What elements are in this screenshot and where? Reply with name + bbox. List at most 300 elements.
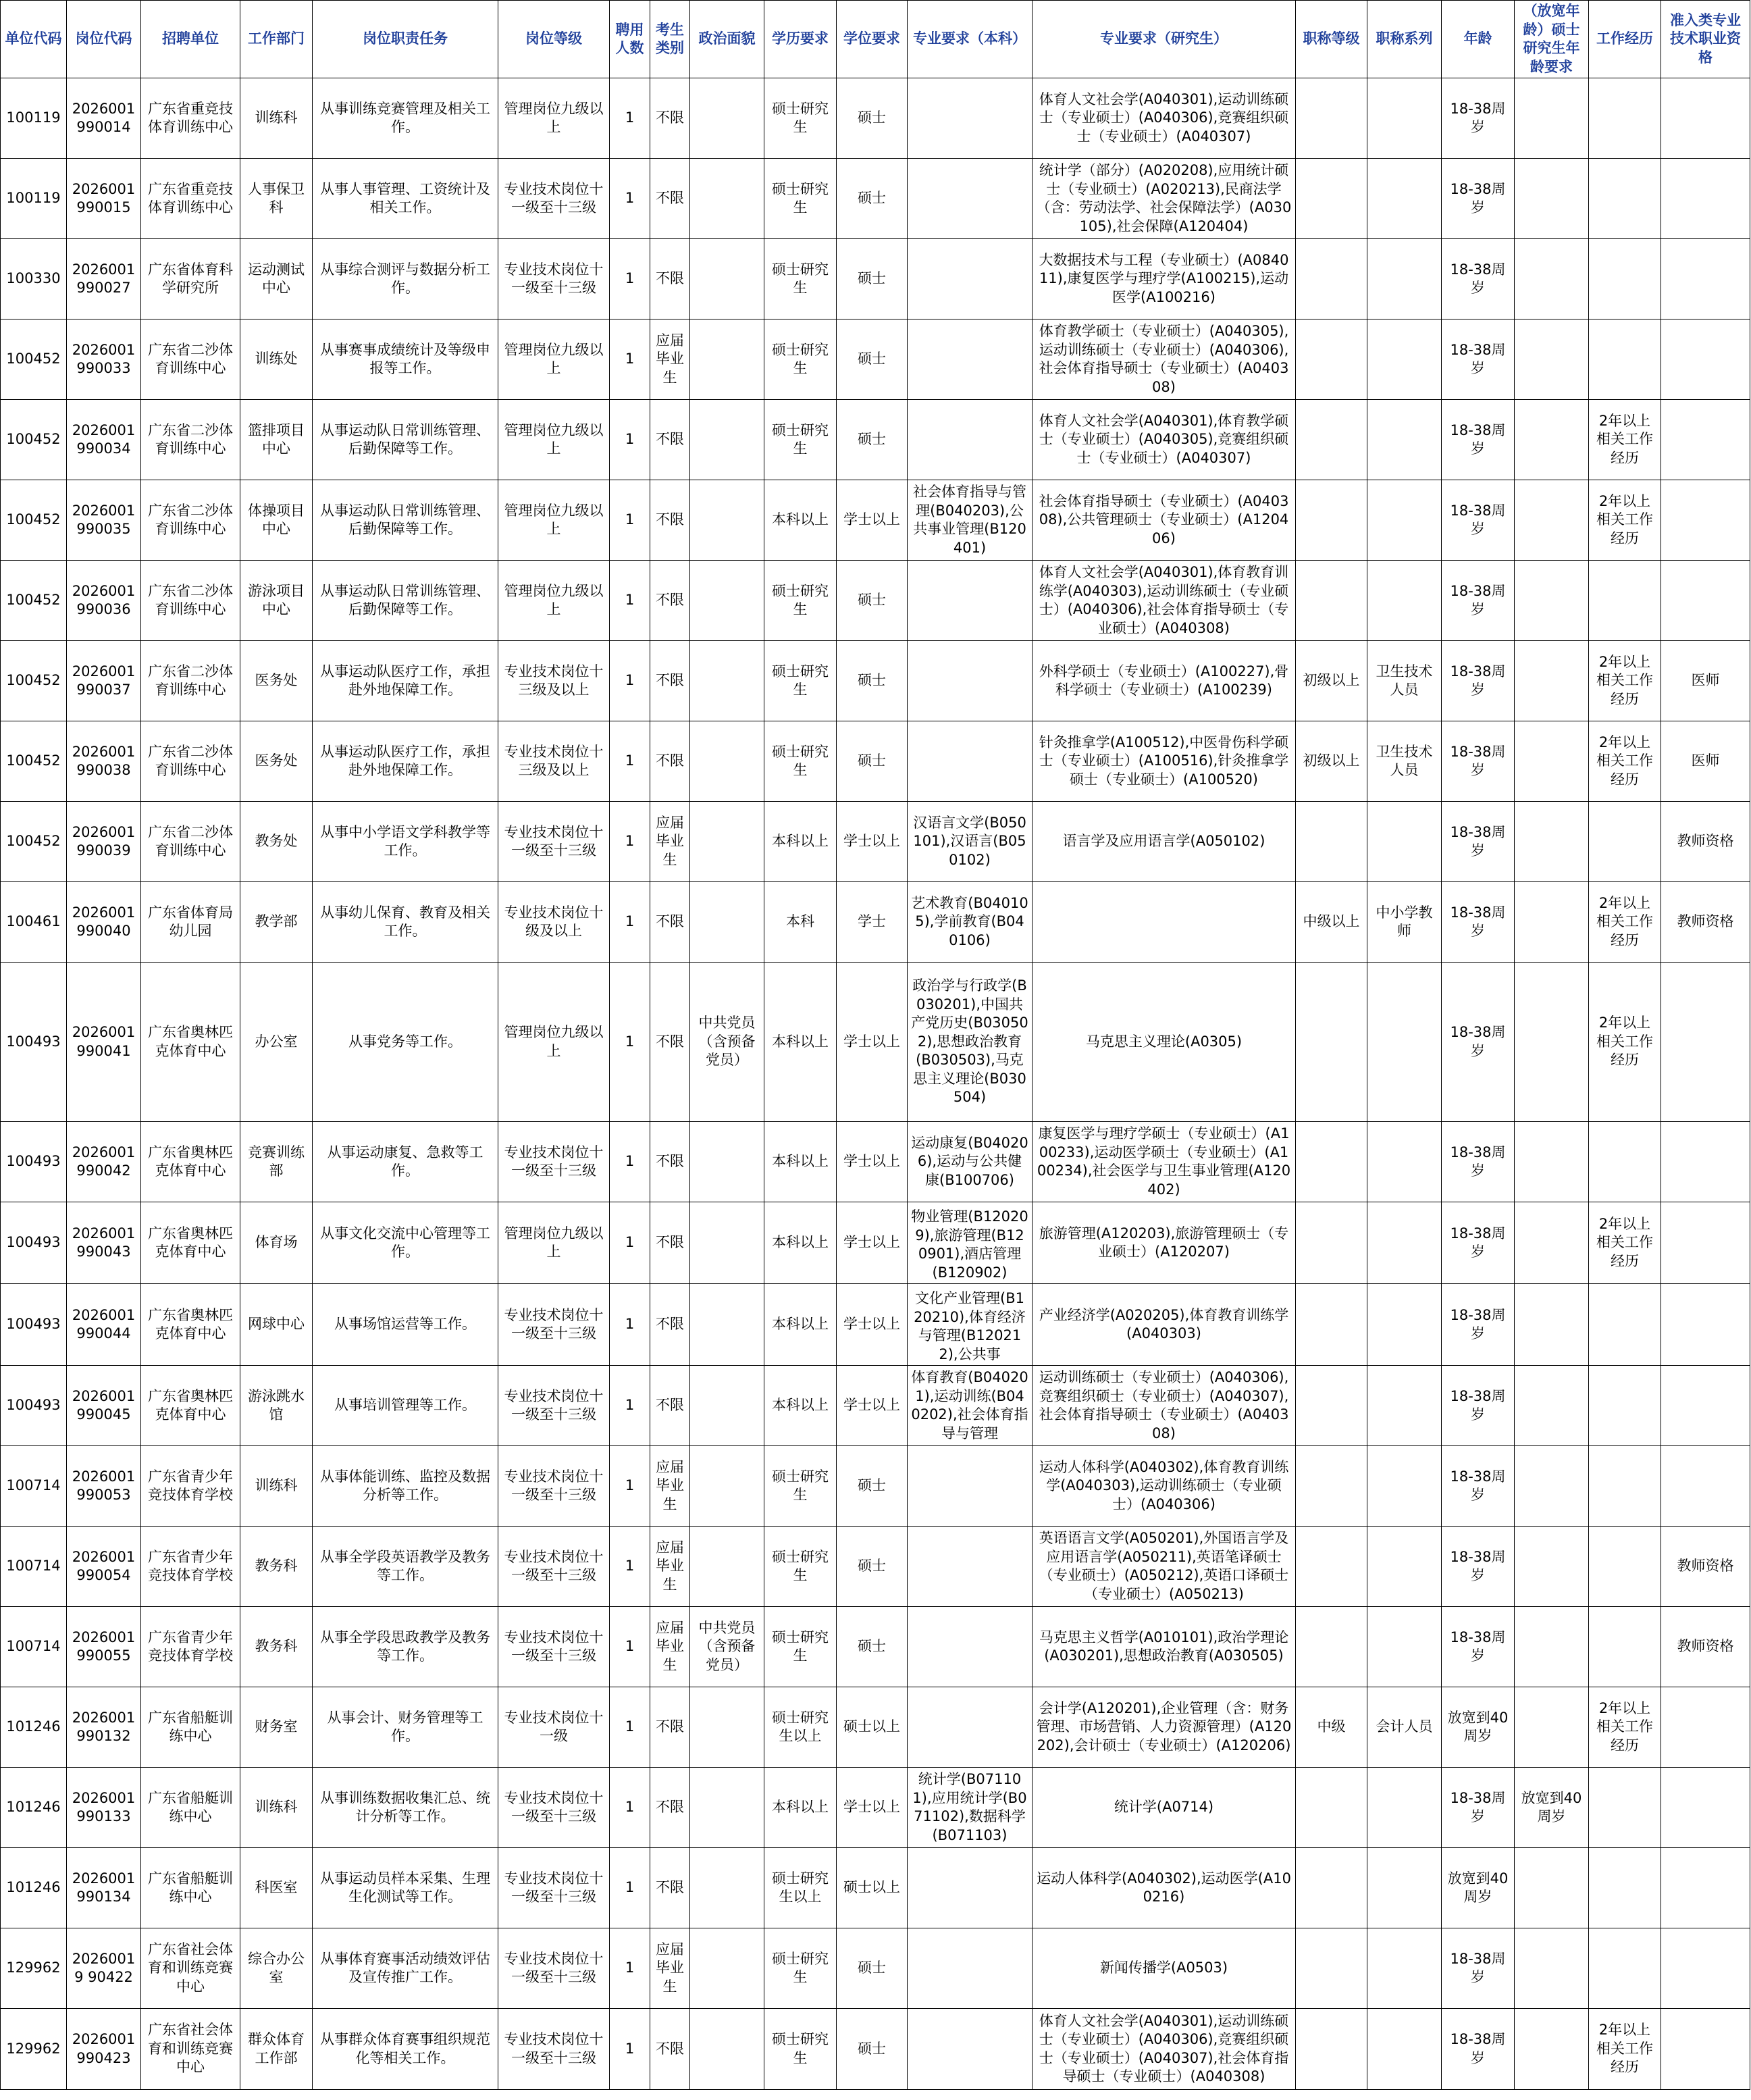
unit-code-cell: 100119 (1, 159, 67, 239)
degree-cell: 学士以上 (837, 1202, 908, 1284)
candidate-type-cell: 不限 (650, 159, 690, 239)
major-undergrad-cell: 物业管理(B120209),旅游管理(B120901),酒店管理(B120902) (908, 1202, 1033, 1284)
major-undergrad-cell (908, 159, 1033, 239)
table-row (1, 1928, 1750, 2009)
qualification-cell (1661, 78, 1750, 159)
post-level-cell: 专业技术岗位十一级 (498, 1687, 610, 1768)
major-undergrad-cell: 艺术教育(B040105),学前教育(B040106) (908, 882, 1033, 963)
major-grad-cell: 运动人体科学(A040302),体育教育训练学(A040303),运动训练硕士（专业硕士）(A040306) (1033, 1446, 1296, 1527)
qualification-cell: 医师 (1661, 721, 1750, 802)
age-cell: 18-38周岁 (1442, 480, 1515, 561)
employer-cell: 广东省体育局幼儿园 (141, 882, 240, 963)
unit-code-cell: 100452 (1, 400, 67, 480)
work-experience-cell (1589, 802, 1661, 882)
title-series-cell: 中小学教师 (1367, 882, 1442, 963)
education-cell: 本科 (764, 882, 837, 963)
age-cell: 放宽到40周岁 (1442, 1687, 1515, 1768)
title-series-cell (1367, 319, 1442, 400)
age-relaxed-cell (1515, 1446, 1589, 1527)
candidate-type-cell: 不限 (650, 721, 690, 802)
duties-cell: 从事运动队日常训练管理、后勤保障等工作。 (313, 561, 498, 641)
department-cell: 教务处 (240, 802, 313, 882)
work-experience-cell: 2年以上相关工作经历 (1589, 882, 1661, 963)
education-cell: 本科以上 (764, 1284, 837, 1366)
major-grad-cell: 针灸推拿学(A100512),中医骨伤科学硕士（专业硕士）(A100516),针灸推拿学硕士（专业硕士）(A100520) (1033, 721, 1296, 802)
qualification-cell (1661, 1928, 1750, 2009)
major-undergrad-cell (908, 561, 1033, 641)
degree-cell: 硕士 (837, 561, 908, 641)
age-cell: 放宽到40周岁 (1442, 1848, 1515, 1928)
employer-cell: 广东省二沙体育训练中心 (141, 480, 240, 561)
post-code-cell: 2026001990041 (67, 963, 141, 1122)
degree-cell: 硕士 (837, 400, 908, 480)
education-cell: 硕士研究生 (764, 159, 837, 239)
education-cell: 本科以上 (764, 1768, 837, 1848)
post-level-cell: 专业技术岗位十一级至十三级 (498, 1366, 610, 1446)
major-undergrad-cell (908, 2009, 1033, 2090)
major-grad-cell: 体育人文社会学(A040301),运动训练硕士（专业硕士）(A040306),竞赛组织硕士（专业硕士）(A040307),社会体育指导硕士（专业硕士）(A040308) (1033, 2009, 1296, 2090)
post-level-cell: 管理岗位九级以上 (498, 319, 610, 400)
degree-cell: 硕士 (837, 1527, 908, 1607)
post-level-cell: 专业技术岗位十一级至十三级 (498, 802, 610, 882)
headcount-cell: 1 (610, 1928, 650, 2009)
major-grad-cell: 统计学(A0714) (1033, 1768, 1296, 1848)
duties-cell: 从事会计、财务管理等工作。 (313, 1687, 498, 1768)
duties-cell: 从事全学段英语教学及教务等工作。 (313, 1527, 498, 1607)
major-undergrad-cell (908, 239, 1033, 319)
age-relaxed-cell (1515, 480, 1589, 561)
title-level-cell (1296, 1122, 1367, 1202)
post-code-cell: 2026001990054 (67, 1527, 141, 1607)
department-cell: 群众体育工作部 (240, 2009, 313, 2090)
major-grad-cell: 运动训练硕士（专业硕士）(A040306),竞赛组织硕士（专业硕士）(A040307),社会体育指导硕士（专业硕士）(A040308) (1033, 1366, 1296, 1446)
headcount-cell: 1 (610, 1446, 650, 1527)
col-header-candidate-type: 考生类别 (650, 1, 690, 78)
title-series-cell (1367, 1446, 1442, 1527)
post-level-cell: 专业技术岗位十一级至十三级 (498, 1446, 610, 1527)
employer-cell: 广东省体育科学研究所 (141, 239, 240, 319)
qualification-cell (1661, 400, 1750, 480)
work-experience-cell (1589, 239, 1661, 319)
duties-cell: 从事体育赛事活动绩效评估及宣传推广工作。 (313, 1928, 498, 2009)
department-cell: 训练科 (240, 1768, 313, 1848)
duties-cell: 从事文化交流中心管理等工作。 (313, 1202, 498, 1284)
age-cell: 18-38周岁 (1442, 400, 1515, 480)
education-cell: 本科以上 (764, 802, 837, 882)
unit-code-cell: 101246 (1, 1687, 67, 1768)
education-cell: 硕士研究生 (764, 1446, 837, 1527)
table-row (1, 1284, 1750, 1366)
work-experience-cell: 2年以上相关工作经历 (1589, 1687, 1661, 1768)
political-status-cell (690, 2009, 764, 2090)
political-status-cell (690, 1687, 764, 1768)
post-code-cell: 2026001990132 (67, 1687, 141, 1768)
post-level-cell: 专业技术岗位十一级至十三级 (498, 1284, 610, 1366)
age-relaxed-cell (1515, 1527, 1589, 1607)
duties-cell: 从事群众体育赛事组织规范化等相关工作。 (313, 2009, 498, 2090)
headcount-cell: 1 (610, 561, 650, 641)
title-series-cell (1367, 561, 1442, 641)
unit-code-cell: 101246 (1, 1768, 67, 1848)
post-code-cell: 2026001990039 (67, 802, 141, 882)
headcount-cell: 1 (610, 1366, 650, 1446)
major-undergrad-cell: 汉语言文学(B050101),汉语言(B050102) (908, 802, 1033, 882)
table-row (1, 1446, 1750, 1527)
post-code-cell: 2026001990034 (67, 400, 141, 480)
education-cell: 硕士研究生 (764, 561, 837, 641)
employer-cell: 广东省重竞技体育训练中心 (141, 159, 240, 239)
degree-cell: 硕士以上 (837, 1848, 908, 1928)
degree-cell: 硕士 (837, 721, 908, 802)
degree-cell: 学士 (837, 882, 908, 963)
post-level-cell: 管理岗位九级以上 (498, 1202, 610, 1284)
unit-code-cell: 129962 (1, 2009, 67, 2090)
col-header-employer: 招聘单位 (141, 1, 240, 78)
qualification-cell (1661, 1122, 1750, 1202)
duties-cell: 从事运动队医疗工作，承担赴外地保障工作。 (313, 721, 498, 802)
title-series-cell (1367, 1122, 1442, 1202)
candidate-type-cell: 应届毕业生 (650, 1928, 690, 2009)
employer-cell: 广东省二沙体育训练中心 (141, 641, 240, 721)
post-level-cell: 专业技术岗位十一级至十三级 (498, 239, 610, 319)
work-experience-cell: 2年以上相关工作经历 (1589, 480, 1661, 561)
title-level-cell (1296, 1366, 1367, 1446)
headcount-cell: 1 (610, 882, 650, 963)
headcount-cell: 1 (610, 1202, 650, 1284)
department-cell: 竞赛训练部 (240, 1122, 313, 1202)
employer-cell: 广东省二沙体育训练中心 (141, 319, 240, 400)
major-undergrad-cell: 政治学与行政学(B030201),中国共产党历史(B030502),思想政治教育(B030503),马克思主义理论(B030504) (908, 963, 1033, 1122)
candidate-type-cell: 不限 (650, 561, 690, 641)
age-relaxed-cell (1515, 1848, 1589, 1928)
department-cell: 财务室 (240, 1687, 313, 1768)
major-undergrad-cell: 统计学(B071101),应用统计学(B071102),数据科学(B071103) (908, 1768, 1033, 1848)
table-row (1, 2009, 1750, 2090)
department-cell: 运动测试中心 (240, 239, 313, 319)
post-level-cell: 专业技术岗位十一级至十三级 (498, 159, 610, 239)
education-cell: 硕士研究生 (764, 721, 837, 802)
department-cell: 游泳项目中心 (240, 561, 313, 641)
major-grad-cell: 康复医学与理疗学硕士（专业硕士）(A100233),运动医学硕士（专业硕士）(A100234),社会医学与卫生事业管理(A120402) (1033, 1122, 1296, 1202)
employer-cell: 广东省奥林匹克体育中心 (141, 1202, 240, 1284)
political-status-cell (690, 319, 764, 400)
education-cell: 硕士研究生 (764, 1607, 837, 1687)
unit-code-cell: 100461 (1, 882, 67, 963)
age-cell: 18-38周岁 (1442, 159, 1515, 239)
qualification-cell (1661, 1284, 1750, 1366)
title-series-cell (1367, 480, 1442, 561)
duties-cell: 从事运动队医疗工作，承担赴外地保障工作。 (313, 641, 498, 721)
col-header-headcount: 聘用人数 (610, 1, 650, 78)
duties-cell: 从事运动队日常训练管理、后勤保障等工作。 (313, 480, 498, 561)
qualification-cell: 教师资格 (1661, 802, 1750, 882)
unit-code-cell: 100452 (1, 721, 67, 802)
work-experience-cell (1589, 1848, 1661, 1928)
post-level-cell: 专业技术岗位十一级至十三级 (498, 1122, 610, 1202)
qualification-cell (1661, 1687, 1750, 1768)
age-cell: 18-38周岁 (1442, 1607, 1515, 1687)
major-grad-cell (1033, 882, 1296, 963)
duties-cell: 从事训练数据收集汇总、统计分析等工作。 (313, 1768, 498, 1848)
post-code-cell: 2026001990423 (67, 2009, 141, 2090)
post-code-cell: 2026001990015 (67, 159, 141, 239)
duties-cell: 从事人事管理、工资统计及相关工作。 (313, 159, 498, 239)
duties-cell: 从事训练竞赛管理及相关工作。 (313, 78, 498, 159)
duties-cell: 从事培训管理等工作。 (313, 1366, 498, 1446)
post-code-cell: 2026001990133 (67, 1768, 141, 1848)
post-code-cell: 2026001990053 (67, 1446, 141, 1527)
department-cell: 体操项目中心 (240, 480, 313, 561)
political-status-cell (690, 882, 764, 963)
age-relaxed-cell (1515, 1284, 1589, 1366)
title-level-cell (1296, 78, 1367, 159)
employer-cell: 广东省二沙体育训练中心 (141, 802, 240, 882)
department-cell: 人事保卫科 (240, 159, 313, 239)
title-level-cell (1296, 480, 1367, 561)
unit-code-cell: 100452 (1, 641, 67, 721)
department-cell: 游泳跳水馆 (240, 1366, 313, 1446)
major-undergrad-cell (908, 1687, 1033, 1768)
candidate-type-cell: 应届毕业生 (650, 319, 690, 400)
major-undergrad-cell (908, 1848, 1033, 1928)
degree-cell: 学士以上 (837, 1284, 908, 1366)
post-level-cell: 管理岗位九级以上 (498, 561, 610, 641)
post-code-cell: 2026001990044 (67, 1284, 141, 1366)
political-status-cell (690, 1527, 764, 1607)
post-code-cell: 2026001990035 (67, 480, 141, 561)
qualification-cell (1661, 480, 1750, 561)
col-header-department: 工作部门 (240, 1, 313, 78)
age-cell: 18-38周岁 (1442, 641, 1515, 721)
major-undergrad-cell (908, 1928, 1033, 2009)
title-level-cell (1296, 1446, 1367, 1527)
post-level-cell: 专业技术岗位十三级及以上 (498, 641, 610, 721)
age-relaxed-cell (1515, 319, 1589, 400)
table-row (1, 1687, 1750, 1768)
education-cell: 硕士研究生以上 (764, 1687, 837, 1768)
degree-cell: 硕士以上 (837, 1687, 908, 1768)
post-code-cell: 20260019 90422 (67, 1928, 141, 2009)
unit-code-cell: 100452 (1, 319, 67, 400)
employer-cell: 广东省重竞技体育训练中心 (141, 78, 240, 159)
education-cell: 硕士研究生 (764, 239, 837, 319)
title-series-cell (1367, 1928, 1442, 2009)
political-status-cell: 中共党员（含预备党员） (690, 963, 764, 1122)
age-cell: 18-38周岁 (1442, 1284, 1515, 1366)
title-series-cell: 卫生技术人员 (1367, 641, 1442, 721)
col-header-unit-code: 单位代码 (1, 1, 67, 78)
major-undergrad-cell: 社会体育指导与管理(B040203),公共事业管理(B120401) (908, 480, 1033, 561)
duties-cell: 从事综合测评与数据分析工作。 (313, 239, 498, 319)
major-undergrad-cell: 文化产业管理(B120210),体育经济与管理(B120212),公共事 (908, 1284, 1033, 1366)
title-level-cell: 中级以上 (1296, 882, 1367, 963)
degree-cell: 学士以上 (837, 1366, 908, 1446)
post-code-cell: 2026001990027 (67, 239, 141, 319)
major-grad-cell: 马克思主义理论(A0305) (1033, 963, 1296, 1122)
degree-cell: 学士以上 (837, 963, 908, 1122)
work-experience-cell (1589, 1527, 1661, 1607)
duties-cell: 从事运动康复、急救等工作。 (313, 1122, 498, 1202)
education-cell: 硕士研究生 (764, 1527, 837, 1607)
headcount-cell: 1 (610, 802, 650, 882)
headcount-cell: 1 (610, 319, 650, 400)
age-relaxed-cell: 放宽到40周岁 (1515, 1768, 1589, 1848)
age-cell: 18-38周岁 (1442, 1366, 1515, 1446)
department-cell: 教学部 (240, 882, 313, 963)
table-row (1, 1607, 1750, 1687)
education-cell: 本科以上 (764, 963, 837, 1122)
employer-cell: 广东省奥林匹克体育中心 (141, 963, 240, 1122)
qualification-cell: 医师 (1661, 641, 1750, 721)
duties-cell: 从事党务等工作。 (313, 963, 498, 1122)
post-level-cell: 专业技术岗位十三级及以上 (498, 721, 610, 802)
political-status-cell (690, 480, 764, 561)
table-row (1, 882, 1750, 963)
candidate-type-cell: 应届毕业生 (650, 1527, 690, 1607)
title-series-cell: 会计人员 (1367, 1687, 1442, 1768)
title-level-cell (1296, 400, 1367, 480)
employer-cell: 广东省奥林匹克体育中心 (141, 1284, 240, 1366)
qualification-cell (1661, 1202, 1750, 1284)
col-header-major-grad: 专业要求（研究生） (1033, 1, 1296, 78)
age-relaxed-cell (1515, 78, 1589, 159)
headcount-cell: 1 (610, 1527, 650, 1607)
employer-cell: 广东省奥林匹克体育中心 (141, 1366, 240, 1446)
title-level-cell (1296, 319, 1367, 400)
qualification-cell: 教师资格 (1661, 1607, 1750, 1687)
table-row (1, 721, 1750, 802)
qualification-cell (1661, 2009, 1750, 2090)
table-row (1, 802, 1750, 882)
post-level-cell: 管理岗位九级以上 (498, 78, 610, 159)
post-code-cell: 2026001990043 (67, 1202, 141, 1284)
education-cell: 硕士研究生 (764, 641, 837, 721)
title-level-cell (1296, 239, 1367, 319)
title-level-cell: 初级以上 (1296, 641, 1367, 721)
education-cell: 硕士研究生 (764, 400, 837, 480)
political-status-cell (690, 1284, 764, 1366)
post-level-cell: 专业技术岗位十一级至十三级 (498, 2009, 610, 2090)
major-undergrad-cell (908, 319, 1033, 400)
degree-cell: 硕士 (837, 1607, 908, 1687)
headcount-cell: 1 (610, 963, 650, 1122)
employer-cell: 广东省奥林匹克体育中心 (141, 1122, 240, 1202)
work-experience-cell (1589, 1768, 1661, 1848)
department-cell: 体育场 (240, 1202, 313, 1284)
major-undergrad-cell (908, 721, 1033, 802)
education-cell: 硕士研究生 (764, 78, 837, 159)
candidate-type-cell: 不限 (650, 78, 690, 159)
table-row (1, 400, 1750, 480)
table-row (1, 480, 1750, 561)
age-relaxed-cell (1515, 561, 1589, 641)
post-level-cell: 管理岗位九级以上 (498, 480, 610, 561)
post-level-cell: 专业技术岗位十级及以上 (498, 882, 610, 963)
employer-cell: 广东省船艇训练中心 (141, 1687, 240, 1768)
major-undergrad-cell: 运动康复(B040206),运动与公共健康(B100706) (908, 1122, 1033, 1202)
political-status-cell (690, 159, 764, 239)
political-status-cell (690, 1366, 764, 1446)
candidate-type-cell: 应届毕业生 (650, 802, 690, 882)
qualification-cell (1661, 1768, 1750, 1848)
title-level-cell (1296, 963, 1367, 1122)
work-experience-cell (1589, 1366, 1661, 1446)
degree-cell: 硕士 (837, 641, 908, 721)
col-header-qualification: 准入类专业技术职业资格 (1661, 1, 1750, 78)
degree-cell: 硕士 (837, 239, 908, 319)
major-undergrad-cell (908, 1446, 1033, 1527)
age-cell: 18-38周岁 (1442, 721, 1515, 802)
candidate-type-cell: 不限 (650, 1202, 690, 1284)
unit-code-cell: 100452 (1, 802, 67, 882)
unit-code-cell: 100714 (1, 1527, 67, 1607)
age-cell: 18-38周岁 (1442, 319, 1515, 400)
title-series-cell: 卫生技术人员 (1367, 721, 1442, 802)
headcount-cell: 1 (610, 78, 650, 159)
age-relaxed-cell (1515, 882, 1589, 963)
age-relaxed-cell (1515, 239, 1589, 319)
unit-code-cell: 129962 (1, 1928, 67, 2009)
title-series-cell (1367, 1607, 1442, 1687)
department-cell: 综合办公室 (240, 1928, 313, 2009)
col-header-major-undergrad: 专业要求（本科） (908, 1, 1033, 78)
education-cell: 本科以上 (764, 1202, 837, 1284)
title-level-cell: 中级 (1296, 1687, 1367, 1768)
age-cell: 18-38周岁 (1442, 963, 1515, 1122)
employer-cell: 广东省社会体育和训练竞赛中心 (141, 1928, 240, 2009)
title-level-cell (1296, 1527, 1367, 1607)
title-level-cell (1296, 1284, 1367, 1366)
age-relaxed-cell (1515, 1202, 1589, 1284)
employer-cell: 广东省二沙体育训练中心 (141, 561, 240, 641)
duties-cell: 从事全学段思政教学及教务等工作。 (313, 1607, 498, 1687)
title-level-cell (1296, 2009, 1367, 2090)
candidate-type-cell: 不限 (650, 1768, 690, 1848)
qualification-cell (1661, 1848, 1750, 1928)
department-cell: 训练科 (240, 1446, 313, 1527)
title-series-cell (1367, 1366, 1442, 1446)
age-relaxed-cell (1515, 721, 1589, 802)
qualification-cell: 教师资格 (1661, 1527, 1750, 1607)
degree-cell: 学士以上 (837, 1122, 908, 1202)
age-cell: 18-38周岁 (1442, 1446, 1515, 1527)
political-status-cell (690, 802, 764, 882)
work-experience-cell (1589, 78, 1661, 159)
major-undergrad-cell (908, 641, 1033, 721)
age-relaxed-cell (1515, 1687, 1589, 1768)
col-header-age: 年龄 (1442, 1, 1515, 78)
department-cell: 科医室 (240, 1848, 313, 1928)
degree-cell: 硕士 (837, 78, 908, 159)
degree-cell: 硕士 (837, 1446, 908, 1527)
major-grad-cell: 会计学(A120201),企业管理（含：财务管理、市场营销、人力资源管理）(A120202),会计硕士（专业硕士）(A120206) (1033, 1687, 1296, 1768)
title-level-cell (1296, 1202, 1367, 1284)
major-undergrad-cell: 体育教育(B040201),运动训练(B040202),社会体育指导与管理 (908, 1366, 1033, 1446)
major-grad-cell: 马克思主义哲学(A010101),政治学理论(A030201),思想政治教育(A030505) (1033, 1607, 1296, 1687)
title-level-cell (1296, 159, 1367, 239)
age-cell: 18-38周岁 (1442, 561, 1515, 641)
headcount-cell: 1 (610, 159, 650, 239)
post-code-cell: 2026001990033 (67, 319, 141, 400)
title-level-cell (1296, 561, 1367, 641)
age-cell: 18-38周岁 (1442, 882, 1515, 963)
age-relaxed-cell (1515, 159, 1589, 239)
work-experience-cell (1589, 1928, 1661, 2009)
col-header-political-status: 政治面貌 (690, 1, 764, 78)
age-relaxed-cell (1515, 2009, 1589, 2090)
unit-code-cell: 100714 (1, 1446, 67, 1527)
political-status-cell (690, 641, 764, 721)
